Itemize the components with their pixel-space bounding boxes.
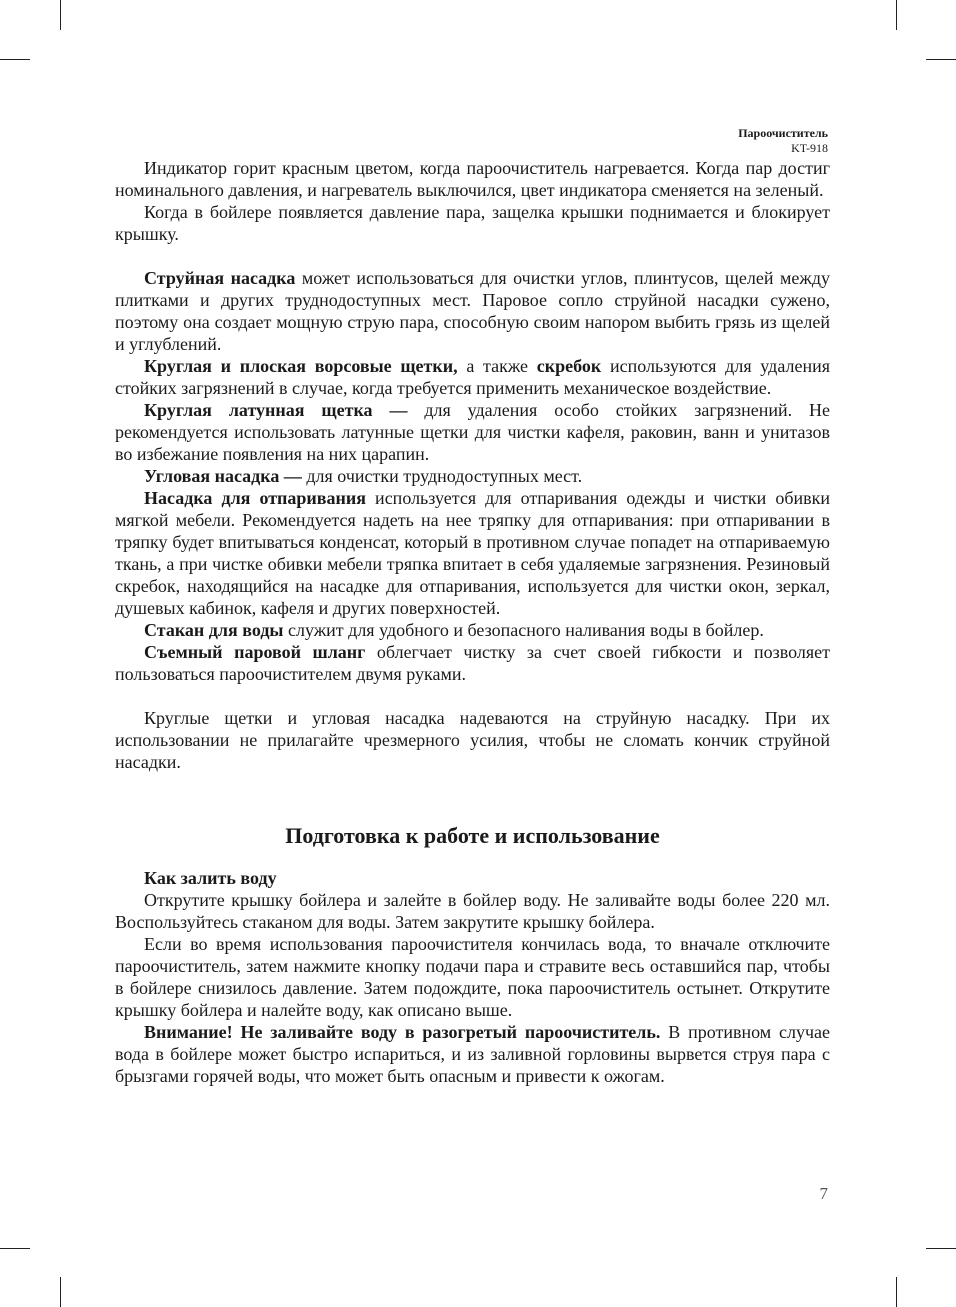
paragraph-indicator: Индикатор горит красным цветом, когда пароочиститель нагревается. Когда пар достиг номинального давления, и нагреватель выключился, цвет индикатора сменяется на зеленый. [115,158,830,200]
accessory-desc: используется для отпаривания одежды и чистки обивки мягкой мебели. Рекомендуется надеть на нее тряпку для отпаривания: при отпаривании в тряпку будет впитываться конденсат, который в противном случае попадет на отпариваемую ткань, а при чистке обивки мебели тряпка впитает в себя удаляемые загрязнения. Резиновый скребок, находящийся на насадке для отпаривания, используется для чистки окон, зеркал, душевых кабинок, кафеля и других поверхностей. [115,488,831,618]
crop-mark-top-left-h [0,59,30,60]
accessory-water-cup [115,619,830,641]
crop-mark-top-right-h [926,59,956,60]
page-number: 7 [819,1184,828,1203]
accessory-brass-brush [115,399,830,465]
crop-mark-bottom-right [896,1277,897,1307]
crop-mark-top-left [60,0,61,30]
crop-mark-bottom-right-h [926,1248,956,1249]
accessory-term: Струйная насадка [144,268,296,288]
accessory-desc: может использоваться для очистки углов, плинтусов, щелей между плитками и других труднодоступных мест. Паровое сопло струйной насадки сужено, поэтому она создает мощную струю пара, способную своим напором выбить грязь из щелей и углублений. [115,268,830,354]
accessory-term-scraper: скребок [536,356,602,376]
accessory-desc: для удаления особо стойких загрязнений. Не рекомендуется использовать латунные щетки для чистки кафеля, раковин, ванн и унитазов во избежание появления на них царапин. [115,400,830,464]
accessory-desc: используются для удаления стойких загрязнений в случае, когда требуется применить механическое воздействие. [115,356,830,398]
accessory-desc: для очистки труднодоступных мест. [301,466,583,486]
header-model: KT-918 [791,141,828,155]
accessory-term: Круглая латунная щетка — [144,400,408,420]
paragraph-refill: Если во время использования пароочистителя кончилась вода, то вначале отключите пароочиститель, затем нажмите кнопку подачи пара и стравите весь оставшийся пар, чтобы в бойлере снизилось давление. Затем подождите, пока пароочиститель остынет. Открутите крышку бойлера и налейте воду, как описано выше. [115,934,830,1020]
spacer [115,773,830,817]
crop-mark-bottom-left-h [0,1248,30,1249]
header-title: Пароочиститель [738,126,828,140]
accessory-desc: облегчает чистку за счет своей гибкости и позволяет пользоваться пароочистителем двумя руками. [115,642,830,684]
section-heading: Подготовка к работе и использование [285,823,660,848]
accessory-jet-nozzle [115,267,830,355]
paragraph-fill-water: Открутите крышку бойлера и залейте в бойлер воду. Не заливайте воды более 220 мл. Воспользуйтесь стаканом для воды. Затем закрутите крышку бойлера. [115,890,830,932]
subheading-fill-water: Как залить воду [144,868,277,888]
page-content [115,157,830,1087]
warning-text: В противном случае вода в бойлере может быстро испариться, и из заливной горловины вырвется струя пара с брызгами горячей воды, что может быть опасным и привести к ожогам. [115,1022,830,1086]
accessory-term: Угловая насадка — [144,466,302,486]
running-header [738,126,828,156]
accessory-steam-hose [115,641,830,685]
accessory-desc: служит для удобного и безопасного наливания воды в бойлер. [283,620,764,640]
accessory-angle-nozzle [115,465,830,487]
crop-mark-top-right [896,0,897,30]
warning-label: Внимание! Не заливайте воду в разогретый пароочиститель. [144,1022,661,1042]
accessory-steaming-nozzle [115,487,830,619]
accessory-desc: а также [457,356,537,376]
paragraph-lid-lock: Когда в бойлере появляется давление пара, защелка крышки поднимается и блокирует крышку. [115,202,830,244]
paragraph-warning [115,1021,830,1087]
accessory-bristle-brushes [115,355,830,399]
accessory-term: Съемный паровой шланг [144,642,366,662]
paragraph-brush-note: Круглые щетки и угловая насадка надеваются на струйную насадку. При их использовании не прилагайте чрезмерного усилия, чтобы не сломать кончик струйной насадки. [115,708,830,772]
accessory-term: Круглая и плоская ворсовые щетки, [144,356,458,376]
spacer [115,245,830,267]
accessory-term: Насадка для отпаривания [144,488,367,508]
crop-mark-bottom-left [60,1277,61,1307]
spacer [115,685,830,707]
accessory-term: Стакан для воды [144,620,284,640]
